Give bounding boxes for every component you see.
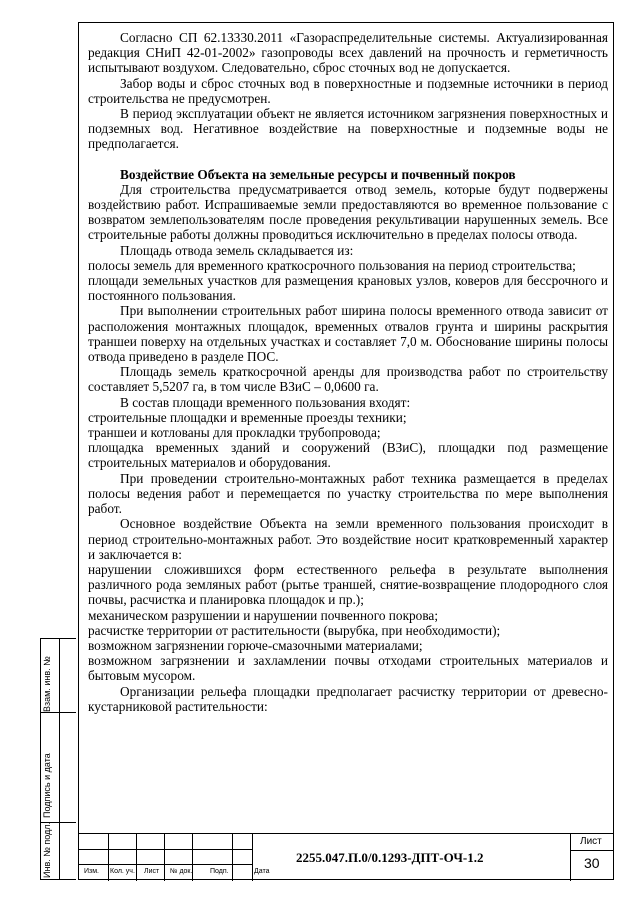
paragraph: Площадь земель краткосрочной аренды для производства работ по строительству составляет 5,5207 га, в том числе ВЗиС – 0,0600 га. [88,364,608,395]
list-item: возможном загрязнении горюче-смазочными материалами; [88,637,423,653]
stamp-col-doc: № док. [170,868,193,875]
side-label-inv-podl: Инв. № подл. [42,821,52,878]
side-label-podpis: Подпись и дата [42,753,52,818]
list-item: площадка временных зданий и сооружений (ВЗиС), площадки под размещение строительных материалов и оборудования. [88,440,608,471]
list-item: возможном загрязнении и захламлении почвы отходами строительных материалов и бытовым мусором. [88,653,608,684]
paragraph: Организации рельефа площадки предполагает расчистку территории от древесно-кустарниковой растительности: [88,683,608,714]
paragraph: При проведении строительно-монтажных работ техника размещается в пределах полосы ведения работ и перемещается по участку строительства по мере выполнения работ. [88,470,608,517]
section-heading: Воздействие Объекта на земельные ресурсы и почвенный покров [120,166,516,182]
list-item: нарушении сложившихся форм естественного рельефа в результате выполнения различного рода земляных работ (рытье траншей, снятие-возвращение плодородного слоя почвы, расчистка и планировка площадок и пр.); [88,561,608,608]
list-item: расчистке территории от растительности (вырубка, при необходимости); [88,622,501,638]
paragraph: Забор воды и сброс сточных вод в поверхностные и подземные источники в период строительства не предусмотрен. [88,75,608,106]
stamp-col-kol: Кол. уч. [110,868,135,875]
paragraph: Основное воздействие Объекта на земли временного пользования происходит в период строительно-монтажных работ. Это воздействие носит кратковременный характер и заключается в: [88,516,608,562]
paragraph: В состав площади временного пользования входят: [120,394,411,410]
document-code: 2255.047.П.0/0.1293-ДПТ-ОЧ-1.2 [296,850,484,865]
list-item: полосы земель для временного краткосрочного пользования на период строительства; [88,257,576,273]
side-label-vzam: Взам. инв. № [42,656,52,712]
paragraph: Площадь отвода земель складывается из: [120,242,354,258]
sheet-label: Лист [580,836,602,847]
paragraph: Согласно СП 62.13330.2011 «Газораспределительные системы. Актуализированная редакция СНиП 42-01-2002» газопроводы всех давлений на прочность и герметичность испытывают воздухом. Следовательно, сброс сточных вод не допускается. [88,30,608,76]
sheet-number: 30 [584,855,600,871]
paragraph: При выполнении строительных работ ширина полосы временного отвода зависит от расположения монтажных площадок, временных отвалов грунта и ширины раскрытия траншеи поверху на отдельных участках и составляет 7,0 м. Обоснование ширины полосы отвода приведено в разделе ПОС. [88,303,608,365]
stamp-col-izm: Изм. [84,868,99,875]
stamp-col-podp: Подп. [210,868,229,875]
list-item: строительные площадки и временные проезды техники; [88,409,407,425]
list-item: механическом разрушении и нарушении почвенного покрова; [88,607,439,623]
paragraph: Для строительства предусматривается отвод земель, которые будут подвержены воздействию работ. Испрашиваемые земли предоставляются во временное пользование с возвратом землепользователям после проведения рекультивации нарушенных земель. Все строительные работы должны проводиться исключительно в пределах полосы отвода. [88,181,608,243]
stamp-col-list: Лист [144,868,160,875]
list-item: площади земельных участков для размещения крановых узлов, коверов для бессрочного и постоянного пользования. [88,273,608,304]
list-item: траншеи и котлованы для прокладки трубопровода; [88,425,381,441]
paragraph: В период эксплуатации объект не является источником загрязнения поверхностных и подземных вод. Негативное воздействие на поверхностные и подземные воды не предполагается. [88,106,608,152]
stamp-col-data: Дата [254,868,270,875]
document-body [88,30,608,714]
